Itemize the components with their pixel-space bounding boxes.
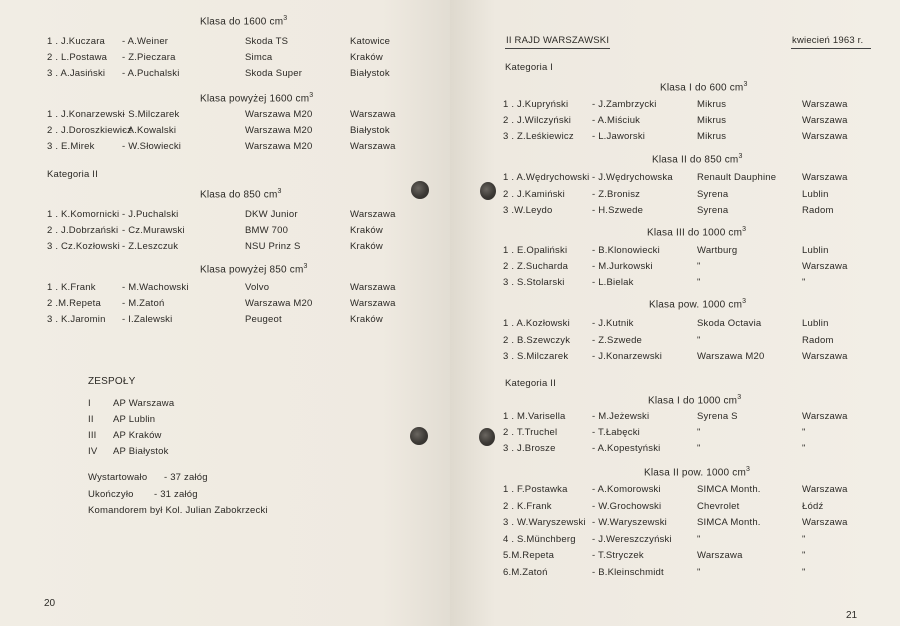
entry-city: Radom (802, 205, 834, 216)
entry-city: Lublin (802, 245, 829, 256)
entry-city: Białystok (350, 68, 390, 79)
classC-title: Klasa III do 1000 $cm^3$ (647, 226, 747, 239)
entry-city: Warszawa (802, 261, 848, 272)
entry-car: Warszawa M20 (697, 351, 765, 362)
entry-city: " (802, 550, 806, 561)
entry-codriver: - J.Kutnik (592, 318, 634, 329)
entry-driver: 2 . K.Frank (503, 500, 552, 512)
entry-codriver: - M.Jurkowski (592, 261, 653, 272)
header-rule (791, 48, 871, 49)
entry-codriver: - A.Kopestyński (592, 443, 661, 454)
finished-label: Ukończyło (88, 489, 134, 500)
entry-driver: 2 .M.Repeta (47, 298, 101, 309)
entry-car: Renault Dauphine (697, 172, 777, 183)
entry-city: Warszawa (802, 517, 848, 528)
entry-city: Kraków (350, 241, 383, 252)
entry-codriver: - A.Weiner (122, 36, 169, 47)
class1-title: Klasa do 1600 $cm^3$ (200, 15, 288, 28)
entry-car: Skoda Super (245, 68, 303, 79)
team-numeral: II (88, 414, 94, 425)
entry-city: Kraków (350, 52, 383, 63)
entry-driver: 2 . J.Wilczyński (503, 115, 572, 126)
entry-driver: 2 . B.Szewczyk (503, 334, 571, 346)
entry-codriver: - M.Wachowski (122, 282, 189, 293)
entry-city: " (802, 566, 806, 578)
entry-driver: 1 . F.Postawka (503, 484, 568, 495)
entry-city: Lublin (802, 318, 829, 329)
entry-driver: 3 . S.Milczarek (503, 351, 569, 362)
entry-codriver: - A.Komorowski (592, 484, 661, 495)
entry-car: SIMCA Month. (697, 517, 761, 528)
entry-city: Warszawa (802, 411, 848, 422)
entry-car: Skoda Octavia (697, 318, 762, 329)
entry-car: Simca (245, 52, 273, 63)
classB-title: Klasa II do 850 $cm^3$ (652, 153, 743, 166)
entry-codriver: - Z.Bronisz (592, 188, 641, 200)
entry-driver: 3 . S.Stolarski (503, 277, 565, 288)
entry-car: Warszawa M20 (245, 109, 313, 120)
entry-city: Katowice (350, 36, 391, 47)
entry-city: " (802, 277, 806, 288)
entry-car: " (697, 427, 701, 438)
entry-city: " (802, 427, 806, 438)
entry-codriver: - A.Miściuk (592, 115, 641, 126)
entry-driver: 3 . A.Jasiński (47, 68, 106, 79)
entry-car: " (697, 277, 701, 288)
entry-driver: 2 . J.Doroszkiewicz (47, 125, 133, 136)
entry-car: Warszawa M20 (245, 298, 313, 309)
entry-city: Warszawa (350, 141, 396, 152)
entry-car: NSU Prinz S (245, 241, 301, 252)
entry-codriver: - Cz.Murawski (122, 225, 185, 236)
category-1-label: Kategoria I (505, 62, 554, 73)
entry-codriver: - T.Stryczek (592, 550, 644, 561)
header-title: II RAJD WARSZAWSKI (506, 35, 610, 46)
entry-codriver: - J.Konarzewski (592, 351, 663, 362)
entry-codriver: - I.Zalewski (122, 314, 173, 325)
entry-car: Wartburg (697, 245, 738, 256)
entry-driver: 1 . K.Frank (47, 282, 96, 293)
entry-car: Syrena S (697, 411, 738, 422)
entry-codriver: - A.Puchalski (122, 68, 180, 79)
entry-city: Lublin (802, 188, 829, 200)
category-2-label-right: Kategoria II (505, 378, 556, 389)
entry-codriver: - W.Grochowski (592, 500, 662, 512)
teams-title: ZESPOŁY (88, 376, 136, 387)
entry-car: Warszawa (697, 550, 743, 561)
entry-car: BMW 700 (245, 225, 289, 236)
entry-driver: 3 .W.Leydo (503, 205, 553, 216)
entry-city: Warszawa (350, 209, 396, 220)
entry-driver: 6.M.Zatoń (503, 566, 548, 578)
entry-codriver: - Z.Leszczuk (122, 241, 179, 252)
entry-driver: 1 . J.Konarzewski (47, 109, 125, 120)
entry-car: Warszawa M20 (245, 141, 313, 152)
entry-driver: 3 . K.Jaromin (47, 314, 106, 325)
entry-codriver: - B.Klonowiecki (592, 245, 660, 256)
binding-hole (479, 428, 495, 446)
entry-city: Warszawa (802, 131, 848, 142)
entry-city: Białystok (350, 125, 390, 136)
entry-city: Kraków (350, 314, 383, 325)
class2-title: Klasa powyżej 1600 $cm^3$ (200, 92, 314, 105)
entry-codriver: - J.Puchalski (122, 209, 179, 220)
entry-city: Warszawa (802, 484, 848, 495)
team-name: AP Białystok (113, 446, 169, 457)
entry-driver: 1 . A.Wędrychowski (503, 172, 590, 183)
entry-driver: 2 . T.Truchel (503, 427, 558, 438)
started-label: Wystartowało (88, 472, 148, 483)
entry-codriver: - B.Kleinschmidt (592, 566, 664, 578)
entry-car: " (697, 261, 701, 272)
team-numeral: III (88, 430, 97, 441)
right-page (450, 0, 900, 626)
entry-car: " (697, 334, 701, 346)
entry-driver: 1 . J.Kuczara (47, 36, 106, 47)
entry-city: Radom (802, 334, 834, 346)
entry-city: Warszawa (802, 172, 848, 183)
entry-car: Syrena (697, 205, 729, 216)
entry-codriver: - T.Łabęcki (592, 427, 640, 438)
entry-city: Warszawa (802, 99, 848, 110)
entry-city: Warszawa (802, 115, 848, 126)
entry-driver: 3 . Z.Leśkiewicz (503, 131, 574, 142)
entry-codriver: - W.Waryszewski (592, 517, 667, 528)
entry-city: Warszawa (350, 282, 396, 293)
entry-driver: 2 . Z.Sucharda (503, 261, 569, 272)
entry-codriver: - S.Milczarek (122, 109, 180, 120)
classF-title: Klasa II pow. 1000 $cm^3$ (644, 466, 751, 479)
entry-codriver: - J.Wereszczyński (592, 533, 672, 545)
entry-city: Kraków (350, 225, 383, 236)
classD-title: Klasa pow. 1000 $cm^3$ (649, 298, 747, 311)
binding-hole (411, 181, 429, 199)
entry-car: DKW Junior (245, 209, 298, 220)
entry-codriver: - A.Kowalski (122, 125, 177, 136)
team-name: AP Kraków (113, 430, 162, 441)
entry-car: Mikrus (697, 99, 727, 110)
entry-codriver: - L.Bielak (592, 277, 634, 288)
entry-car: " (697, 443, 701, 454)
entry-codriver: - Z.Szwede (592, 334, 643, 346)
finished-value: - 31 załóg (154, 489, 198, 500)
entry-city: Łódź (802, 500, 824, 512)
entry-driver: 3 . E.Mirek (47, 141, 95, 152)
header-rule (505, 48, 610, 49)
entry-driver: 1 . A.Kozłowski (503, 318, 570, 329)
category-2-label: Kategoria II (47, 169, 98, 180)
entry-driver: 3 . J.Brosze (503, 443, 556, 454)
team-name: AP Warszawa (113, 398, 175, 409)
entry-codriver: - M.Jeżewski (592, 411, 650, 422)
entry-city: Warszawa (350, 109, 396, 120)
entry-city: Warszawa (350, 298, 396, 309)
entry-car: Volvo (245, 282, 270, 293)
entry-codriver: - M.Zatoń (122, 298, 165, 309)
entry-codriver: - J.Zambrzycki (592, 99, 657, 110)
entry-car: " (697, 533, 701, 545)
entry-driver: 5.M.Repeta (503, 550, 555, 561)
classE-title: Klasa I do 1000 $cm^3$ (648, 394, 742, 407)
entry-driver: 2 . J.Dobrzański (47, 225, 119, 236)
entry-car: Warszawa M20 (245, 125, 313, 136)
team-numeral: IV (88, 446, 98, 457)
entry-car: Peugeot (245, 314, 282, 325)
entry-driver: 3 . Cz.Kozłowski (47, 241, 120, 252)
commander-line: Komandorem był Kol. Julian Zabokrzecki (88, 505, 268, 516)
entry-codriver: - W.Słowiecki (122, 141, 182, 152)
binding-hole (480, 182, 496, 200)
entry-city: Warszawa (802, 351, 848, 362)
started-value: - 37 załóg (164, 472, 208, 483)
entry-driver: 4 . S.Münchberg (503, 533, 576, 545)
entry-city: " (802, 443, 806, 454)
entry-codriver: - J.Wędrychowska (592, 172, 673, 183)
header-date: kwiecień 1963 r. (792, 35, 864, 46)
entry-car: Mikrus (697, 131, 727, 142)
page-number-left: 20 (44, 598, 56, 609)
entry-car: " (697, 566, 701, 578)
entry-driver: 1 . M.Varisella (503, 411, 566, 422)
entry-car: Skoda TS (245, 36, 289, 47)
entry-car: Chevrolet (697, 500, 740, 512)
entry-car: Syrena (697, 188, 729, 200)
entry-codriver: - Z.Pieczara (122, 52, 176, 63)
entry-car: Mikrus (697, 115, 727, 126)
class3-title: Klasa do 850 $cm^3$ (200, 188, 282, 201)
classA-title: Klasa I do 600 $cm^3$ (660, 81, 748, 94)
entry-city: " (802, 533, 806, 545)
binding-hole (410, 427, 428, 445)
entry-driver: 3 . W.Waryszewski (503, 517, 586, 528)
team-name: AP Lublin (113, 414, 156, 425)
class4-title: Klasa powyżej 850 $cm^3$ (200, 263, 308, 276)
entry-driver: 2 . L.Postawa (47, 52, 108, 63)
entry-driver: 1 . K.Komornicki (47, 209, 120, 220)
entry-codriver: - L.Jaworski (592, 131, 646, 142)
team-numeral: I (88, 398, 91, 409)
entry-driver: 2 . J.Kamiński (503, 188, 565, 200)
entry-driver: 1 . J.Kupryński (503, 99, 569, 110)
entry-driver: 1 . E.Opaliński (503, 245, 568, 256)
entry-car: SIMCA Month. (697, 484, 761, 495)
page-number-right: 21 (846, 610, 858, 621)
entry-codriver: - H.Szwede (592, 205, 644, 216)
